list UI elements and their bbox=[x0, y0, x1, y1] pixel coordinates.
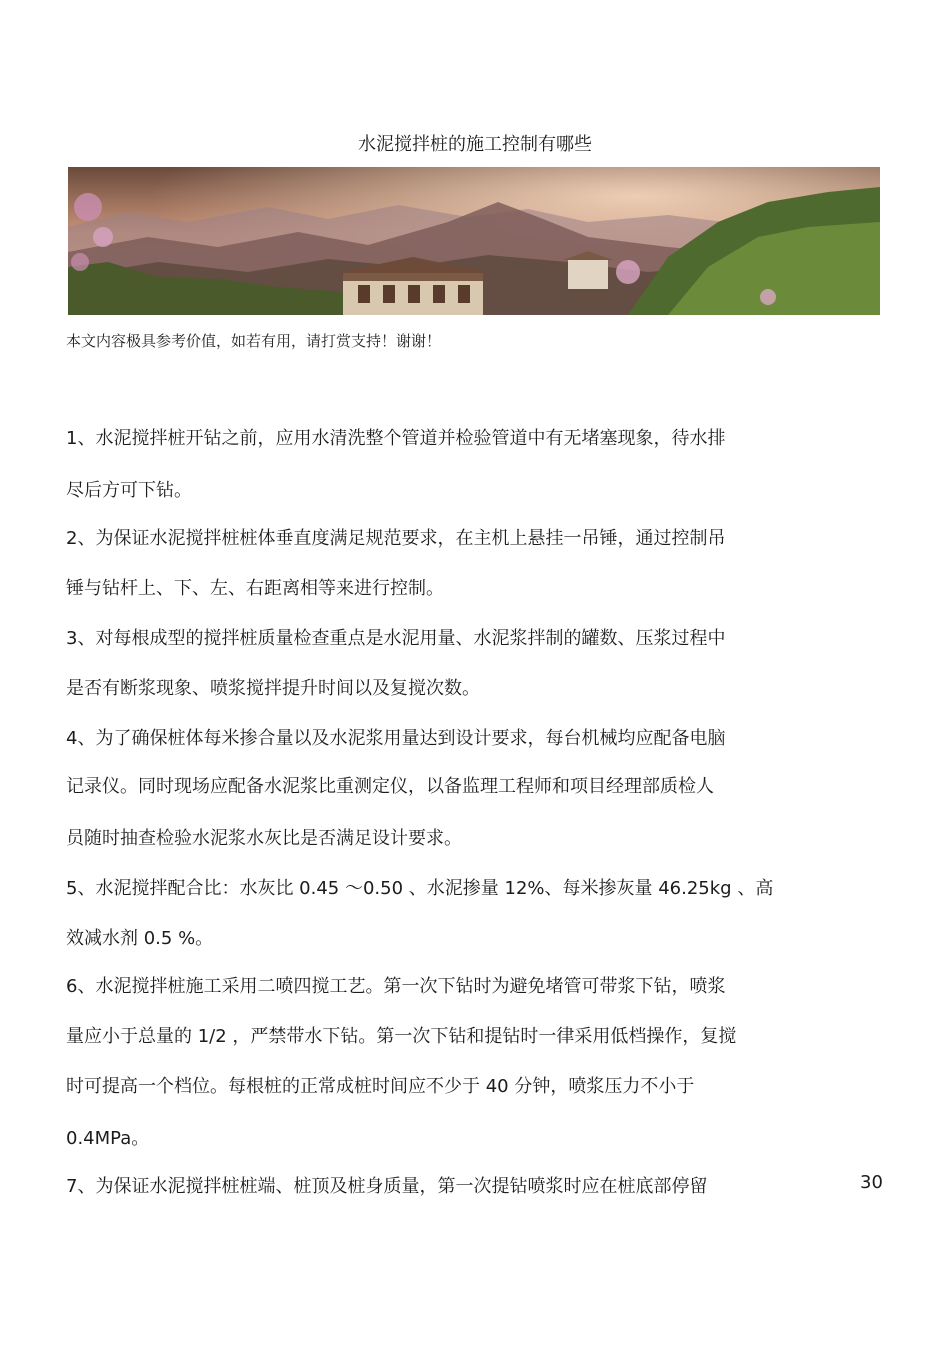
body-line-8: 记录仪。同时现场应配备水泥浆比重测定仪，以备监理工程师和项目经理部质检人 bbox=[66, 776, 714, 797]
body-line-9: 员随时抽查检验水泥浆水灰比是否满足设计要求。 bbox=[66, 828, 462, 849]
support-note: 本文内容极具参考价值，如若有用，请打赏支持！谢谢！ bbox=[66, 332, 442, 350]
body-line-5: 3、对每根成型的搅拌桩质量检查重点是水泥用量、水泥浆拌制的罐数、压浆过程中 bbox=[66, 628, 726, 649]
landscape-banner-image bbox=[68, 167, 880, 315]
body-line-3: 2、为保证水泥搅拌桩桩体垂直度满足规范要求，在主机上悬挂一吊锤，通过控制吊 bbox=[66, 528, 726, 549]
body-line-1: 1、水泥搅拌桩开钻之前，应用水清洗整个管道并检验管道中有无堵塞现象，待水排 bbox=[66, 428, 726, 449]
body-line-10: 5、水泥搅拌配合比：水灰比 0.45 ～0.50 、水泥掺量 12%、每米掺灰量 46.25kg 、高 bbox=[66, 878, 774, 899]
body-line-12: 6、水泥搅拌桩施工采用二喷四搅工艺。第一次下钻时为避免堵管可带浆下钻，喷浆 bbox=[66, 976, 726, 997]
page-title: 水泥搅拌桩的施工控制有哪些 bbox=[358, 134, 592, 155]
body-line-4: 锤与钻杆上、下、左、右距离相等来进行控制。 bbox=[66, 578, 444, 599]
body-line-2: 尽后方可下钻。 bbox=[66, 480, 192, 501]
body-line-6: 是否有断浆现象、喷浆搅拌提升时间以及复搅次数。 bbox=[66, 678, 480, 699]
body-line-16-tail: 30 bbox=[860, 1172, 883, 1193]
body-line-15: 0.4MPa。 bbox=[66, 1128, 150, 1149]
body-line-7: 4、为了确保桩体每米掺合量以及水泥浆用量达到设计要求，每台机械均应配备电脑 bbox=[66, 728, 726, 749]
body-line-13: 量应小于总量的 1/2 ，严禁带水下钻。第一次下钻和提钻时一律采用低档操作，复搅 bbox=[66, 1026, 737, 1047]
body-line-16: 7、为保证水泥搅拌桩桩端、桩顶及桩身质量，第一次提钻喷浆时应在桩底部停留 bbox=[66, 1176, 708, 1197]
body-line-14: 时可提高一个档位。每根桩的正常成桩时间应不少于 40 分钟，喷浆压力不小于 bbox=[66, 1076, 695, 1097]
body-line-11: 效减水剂 0.5 %。 bbox=[66, 928, 214, 949]
